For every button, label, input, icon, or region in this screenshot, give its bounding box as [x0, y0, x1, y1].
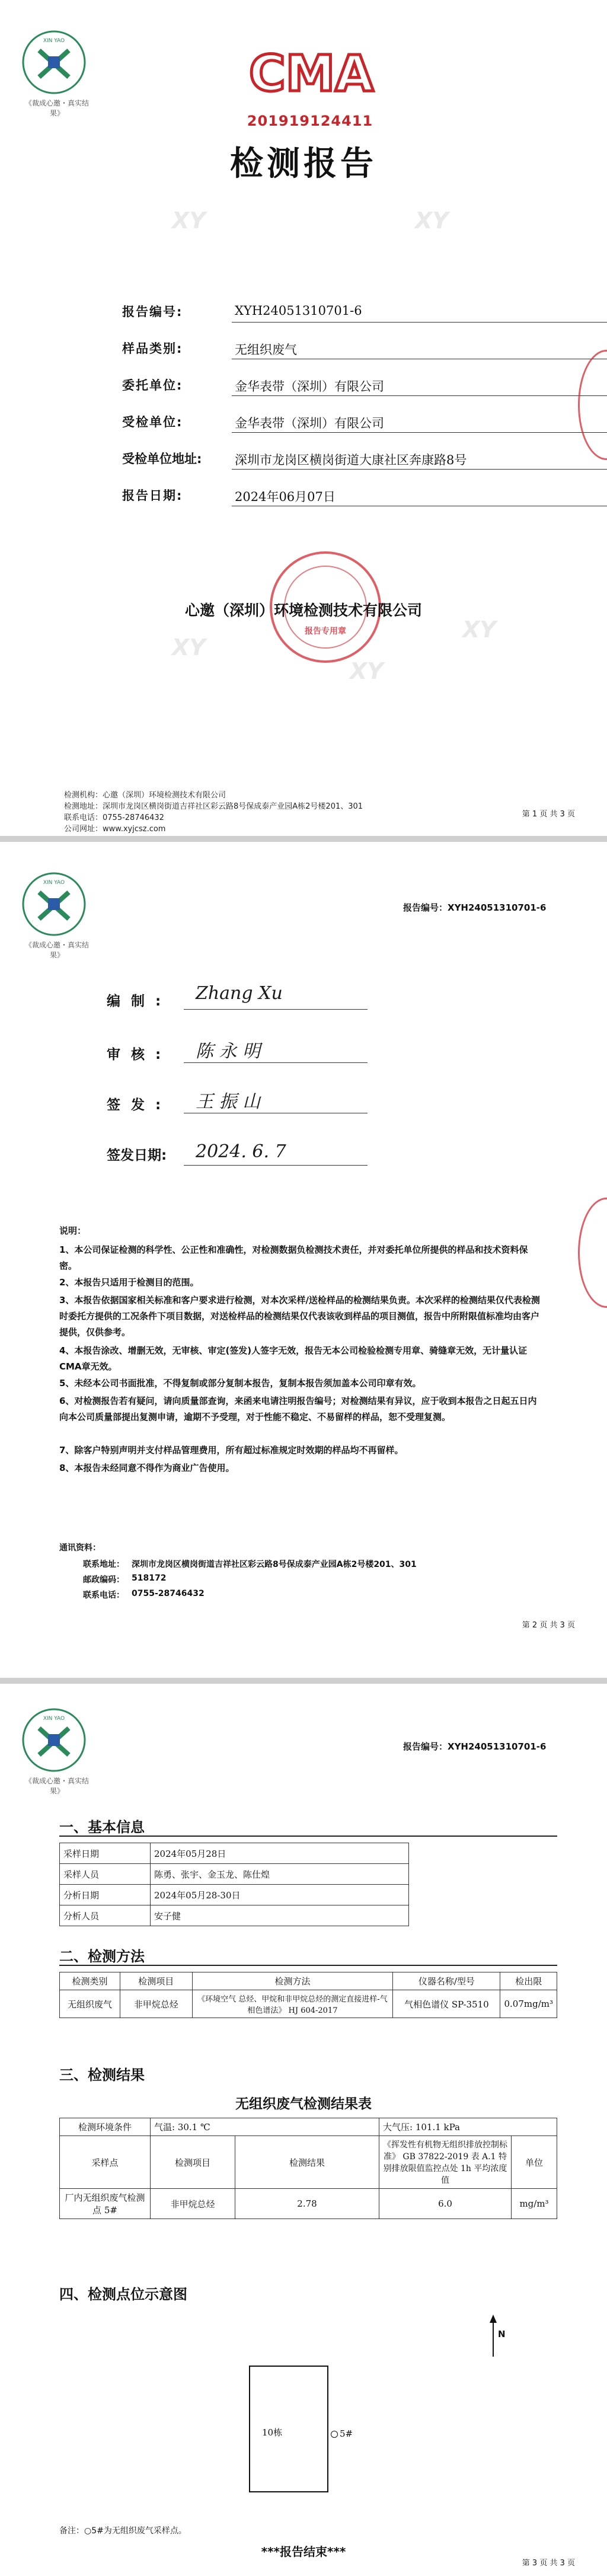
- section-basic-info: 一、基本信息: [59, 1819, 145, 1836]
- info-label: 委托单位:: [122, 378, 183, 392]
- watermark: XY: [172, 208, 206, 234]
- note-item: 7、除客户特别声明并支付样品管理费用，所有超过标准规定时效期的样品均不再留样。: [59, 1445, 404, 1455]
- logo-caption: 《裁成心邀・真实结果》: [24, 941, 89, 959]
- seam-seal: [578, 350, 607, 460]
- table-header-row: [60, 1972, 557, 1990]
- info-label: 样品类别:: [122, 341, 183, 356]
- report-end: ***报告结束***: [261, 2545, 346, 2559]
- note-item: 1、本公司保证检测的科学性、公正性和准确性，对检测数据负检测技术责任，并对委托单位所提供的样品和技术资料保密。: [59, 1244, 528, 1271]
- page-number: 第 1 页 共 3 页: [522, 810, 575, 819]
- underline: [184, 1062, 368, 1063]
- table-cell: 2.78: [235, 2189, 379, 2219]
- table-cell: 6.0: [379, 2189, 512, 2219]
- sig-label-reviewer: 审核:: [107, 1047, 172, 1062]
- underline: [232, 432, 607, 433]
- table-cell: 检测环境条件: [60, 2118, 151, 2136]
- contact-value: 518172: [132, 1573, 167, 1583]
- company-logo: [21, 30, 87, 95]
- table-cell: 非甲烷总烃: [151, 2189, 235, 2219]
- table-header: 检测类别: [60, 1972, 120, 1990]
- info-value: 金华表带（深圳）有限公司: [235, 416, 384, 430]
- signature-issue-date: 2024. 6. 7: [196, 1141, 286, 1162]
- north-label: N: [498, 2329, 506, 2339]
- table-cell: 采样日期: [60, 1843, 151, 1864]
- notes-title: 说明：: [59, 1225, 87, 1236]
- underline: [232, 322, 607, 323]
- seal-text: 报告专用章: [305, 627, 346, 636]
- sample-point-icon: [331, 2431, 338, 2438]
- table-cell: 无组织废气: [60, 1990, 120, 2018]
- table-row: [60, 2189, 557, 2219]
- table-cell: 安子健: [151, 1905, 409, 1926]
- page-number: 第 2 页 共 3 页: [522, 1621, 575, 1630]
- note-item: 6、对检测报告若有疑问，请向质量部查询，来函来电请注明报告编号；对检测结果有异议，应于收到本报告之日起五日内向本公司质量部提出复测申请，逾期不予受理，对于性能不稳定、不易留样的样品，恕不受理复测。: [59, 1396, 537, 1422]
- watermark: XY: [172, 634, 206, 660]
- table-cell: 气相色谱仪 SP-3510: [393, 1990, 500, 2018]
- report-page-3: [0, 1684, 607, 2576]
- logo-label: XIN YAO: [43, 38, 65, 44]
- company-logo: [21, 1707, 87, 1773]
- signature-compiler: Zhang Xu: [196, 983, 283, 1004]
- map-legend: 备注：○5#为无组织废气采样点。: [59, 2526, 187, 2536]
- section-rule: [59, 1965, 557, 1966]
- page-number: 第 3 页 共 3 页: [522, 2559, 575, 2568]
- basic-info-table: [59, 1843, 409, 1926]
- report-number: 报告编号：XYH24051310701-6: [403, 902, 547, 913]
- logo-label: XIN YAO: [43, 1716, 65, 1722]
- underline: [232, 469, 607, 470]
- logo-caption: 《裁成心邀・真实结果》: [24, 1777, 89, 1795]
- watermark: XY: [462, 617, 496, 643]
- info-value: 深圳市龙岗区横岗街道大康社区奔康路8号: [235, 453, 467, 467]
- contact-value: 深圳市龙岗区横岗街道吉祥社区彩云路8号保成泰产业园A栋2号楼201、301: [132, 1560, 417, 1569]
- note-item: 3、本报告依据国家相关标准和客户要求进行检测，对本次采样/送检样品的检测结果负责。本次采样的检测结果仅代表检测时委托方提供的工况条件下项目数据，对送检样品的检测结果仅代表该收到样品的项目测值，报告中所附限值标准均由客户提供，仅供参考。: [59, 1295, 540, 1338]
- watermark: XY: [350, 658, 384, 684]
- contact-title: 通讯资料：: [59, 1543, 101, 1553]
- sig-label-issuer: 签发:: [107, 1097, 172, 1113]
- note-item: 5、未经本公司书面批准，不得复制或部分复制本报告，复制本报告须加盖本公司印章有效。: [59, 1378, 421, 1388]
- info-label: 受检单位:: [122, 415, 183, 429]
- cma-certificate-number: 201919124411: [247, 113, 373, 129]
- footer-tel: 联系电话：0755-28746432: [64, 813, 164, 822]
- sample-point-label: 5#: [340, 2428, 353, 2439]
- table-cell: 0.07mg/m³: [500, 1990, 557, 2018]
- results-table-title: 无组织废气检测结果表: [235, 2096, 372, 2112]
- info-value: XYH24051310701-6: [235, 304, 362, 318]
- info-value: 2024年06月07日: [235, 490, 336, 504]
- section-test-results: 三、检测结果: [59, 2067, 145, 2083]
- table-row: [60, 1843, 409, 1864]
- section-test-method: 二、检测方法: [59, 1948, 145, 1965]
- results-table: [59, 2118, 557, 2219]
- building-10: [249, 2366, 328, 2492]
- watermark: XY: [415, 208, 449, 234]
- contact-key: 联系电话：: [83, 1591, 124, 1600]
- footer-org: 检测机构：心邀（深圳）环境检测技术有限公司: [64, 791, 226, 800]
- seam-seal: [578, 1198, 607, 1308]
- table-header: 检测项目: [151, 2136, 235, 2189]
- footer-address: 检测地址：深圳市龙岗区横岗街道吉祥社区彩云路8号保成泰产业园A栋2号楼201、301: [64, 802, 363, 811]
- sig-label-issue-date: 签发日期:: [107, 1148, 167, 1163]
- cma-logo: [249, 44, 374, 110]
- table-header: 《挥发性有机物无组织排放控制标准》 GB 37822-2019 表 A.1 特别排放限值监控点处 1h 平均浓度值: [379, 2136, 512, 2189]
- signature-issuer: 王 振 山: [196, 1091, 261, 1112]
- cma-text: CMA: [249, 44, 374, 103]
- table-header: 采样点: [60, 2136, 151, 2189]
- table-row: [60, 2118, 557, 2136]
- report-page-1: [0, 0, 607, 834]
- report-number: 报告编号：XYH24051310701-6: [403, 1741, 547, 1752]
- table-header: 检测项目: [120, 1972, 192, 1990]
- table-header: 仪器名称/型号: [393, 1972, 500, 1990]
- report-page-2: [0, 842, 607, 1678]
- table-cell: mg/m³: [512, 2189, 557, 2219]
- table-cell: 采样人员: [60, 1864, 151, 1885]
- contact-key: 邮政编码：: [83, 1575, 124, 1585]
- underline: [184, 1165, 368, 1166]
- note-item: 2、本报告只适用于检测目的范围。: [59, 1277, 199, 1288]
- table-cell: 厂内无组织废气检测点 5#: [60, 2189, 151, 2219]
- table-cell: 陈勇、张宇、金玉龙、陈仕煌: [151, 1864, 409, 1885]
- table-row: [60, 1885, 409, 1905]
- underline: [232, 395, 607, 396]
- table-row: [60, 1905, 409, 1926]
- note-item: 8、本报告未经同意不得作为商业广告使用。: [59, 1463, 235, 1473]
- table-header-row: [60, 2136, 557, 2189]
- signature-reviewer: 陈 永 明: [196, 1041, 261, 1062]
- table-header: 检出限: [500, 1972, 557, 1990]
- page-gap: [0, 1678, 607, 1684]
- footer-website: 公司网址：www.xyjcsz.com: [64, 825, 166, 834]
- company-logo: [21, 872, 87, 937]
- table-cell: 分析人员: [60, 1905, 151, 1926]
- sig-label-compiler: 编制:: [107, 994, 172, 1009]
- table-cell: 气温: 30.1 ℃: [151, 2118, 379, 2136]
- report-title: 检测报告: [230, 145, 377, 183]
- table-cell: 分析日期: [60, 1885, 151, 1905]
- info-label: 报告编号:: [122, 305, 183, 319]
- table-row: [60, 1864, 409, 1885]
- info-label: 受检单位地址:: [122, 452, 202, 466]
- table-cell: 大气压: 101.1 kPa: [379, 2118, 557, 2136]
- info-value: 无组织废气: [235, 343, 297, 357]
- section-point-map: 四、检测点位示意图: [59, 2286, 187, 2303]
- table-cell: 《环境空气 总烃、甲烷和非甲烷总烃的测定直接进样-气相色谱法》 HJ 604-2017: [192, 1990, 393, 2018]
- contact-key: 联系地址：: [83, 1560, 124, 1569]
- contact-value: 0755-28746432: [132, 1589, 205, 1598]
- method-table: [59, 1972, 557, 2018]
- logo-caption: 《裁成心邀・真实结果》: [24, 99, 89, 117]
- table-header: 单位: [512, 2136, 557, 2189]
- section-rule: [59, 1836, 557, 1837]
- table-header: 检测结果: [235, 2136, 379, 2189]
- logo-label: XIN YAO: [43, 880, 65, 886]
- table-header: 检测方法: [192, 1972, 393, 1990]
- issuing-company: 心邀（深圳）环境检测技术有限公司: [184, 602, 422, 619]
- underline: [184, 1009, 368, 1010]
- info-value: 金华表带（深圳）有限公司: [235, 379, 384, 394]
- page-gap: [0, 836, 607, 842]
- table-row: [60, 1990, 557, 2018]
- table-cell: 2024年05月28日: [151, 1843, 409, 1864]
- info-label: 报告日期:: [122, 489, 183, 503]
- table-cell: 非甲烷总烃: [120, 1990, 192, 2018]
- note-item: 4、本报告涂改、增删无效，无审核、审定(签发)人签字无效，报告无本公司检验检测专用章、骑缝章无效，无计量认证CMA章无效。: [59, 1345, 528, 1372]
- table-cell: 2024年05月28-30日: [151, 1885, 409, 1905]
- building-label: 10栋: [262, 2427, 283, 2438]
